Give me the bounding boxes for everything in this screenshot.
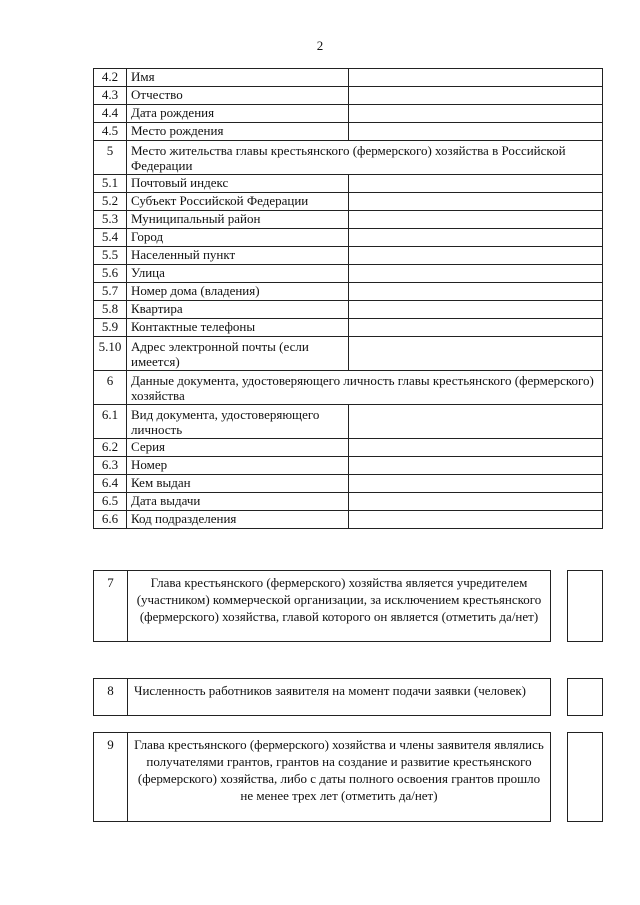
row-label: Улица — [127, 265, 349, 283]
row-label: Дата выдачи — [127, 493, 349, 511]
table-row — [94, 493, 603, 511]
block-7-number: 7 — [94, 571, 128, 641]
row-number: 6.5 — [94, 493, 127, 511]
row-value-field[interactable] — [349, 301, 603, 319]
table-row — [94, 319, 603, 337]
row-value-field[interactable] — [349, 69, 603, 87]
row-number: 6.4 — [94, 475, 127, 493]
row-value-field[interactable] — [349, 511, 603, 529]
row-value-field[interactable] — [349, 493, 603, 511]
row-value-field[interactable] — [349, 457, 603, 475]
table-row — [94, 211, 603, 229]
table-row — [94, 105, 603, 123]
row-label: Город — [127, 229, 349, 247]
row-number: 5 — [94, 141, 127, 175]
row-value-field[interactable] — [349, 123, 603, 141]
row-number: 4.4 — [94, 105, 127, 123]
row-value-field[interactable] — [349, 211, 603, 229]
table-row — [94, 193, 603, 211]
row-number: 5.6 — [94, 265, 127, 283]
block-7 — [93, 570, 551, 642]
row-number: 6.2 — [94, 439, 127, 457]
block-7-text: Глава крестьянского (фермерского) хозяйства является учредителем (участником) коммерческой организации, за исключением крестьянского (фермерского) хозяйства, главой которого он является (отметить да/нет) — [136, 575, 542, 624]
table-row — [94, 301, 603, 319]
row-label: Муниципальный район — [127, 211, 349, 229]
table-row — [94, 141, 603, 175]
block-8-input[interactable] — [567, 678, 603, 716]
row-value-field[interactable] — [349, 247, 603, 265]
row-number: 5.8 — [94, 301, 127, 319]
row-number: 5.4 — [94, 229, 127, 247]
row-label: Имя — [127, 69, 349, 87]
block-8-text: Численность работников заявителя на момент подачи заявки (человек) — [134, 683, 526, 698]
row-label: Номер дома (владения) — [127, 283, 349, 301]
page-number: 2 — [316, 38, 324, 53]
block-9-text: Глава крестьянского (фермерского) хозяйства и члены заявителя являлись получателями грантов, грантов на создание и развитие крестьянского (фермерского) хозяйства, либо с даты полного освоения грантов прошло не менее трех лет (отметить да/нет) — [134, 737, 544, 803]
block-9-number: 9 — [94, 733, 128, 821]
row-value-field[interactable] — [349, 475, 603, 493]
row-value-field[interactable] — [349, 337, 603, 371]
table-row — [94, 247, 603, 265]
row-value-field[interactable] — [349, 405, 603, 439]
row-value-field[interactable] — [349, 439, 603, 457]
row-number: 6 — [94, 371, 127, 405]
block-9-checkbox[interactable] — [567, 732, 603, 822]
row-number: 6.1 — [94, 405, 127, 439]
row-label: Данные документа, удостоверяющего личность главы крестьянского (фермерского) хозяйства — [127, 371, 603, 405]
row-label: Квартира — [127, 301, 349, 319]
row-number: 4.2 — [94, 69, 127, 87]
block-8 — [93, 678, 551, 716]
table-row — [94, 337, 603, 371]
table-row — [94, 439, 603, 457]
row-value-field[interactable] — [349, 265, 603, 283]
row-value-field[interactable] — [349, 175, 603, 193]
table-row — [94, 87, 603, 105]
row-number: 6.6 — [94, 511, 127, 529]
row-label: Место жительства главы крестьянского (фермерского) хозяйства в Российской Федерации — [127, 141, 603, 175]
row-value-field[interactable] — [349, 87, 603, 105]
table-row — [94, 175, 603, 193]
row-label: Код подразделения — [127, 511, 349, 529]
row-number: 4.5 — [94, 123, 127, 141]
row-value-field[interactable] — [349, 319, 603, 337]
table-row — [94, 511, 603, 529]
row-value-field[interactable] — [349, 105, 603, 123]
block-8-number: 8 — [94, 679, 128, 715]
row-value-field[interactable] — [349, 229, 603, 247]
row-label: Отчество — [127, 87, 349, 105]
row-label: Дата рождения — [127, 105, 349, 123]
table-row — [94, 265, 603, 283]
row-value-field[interactable] — [349, 283, 603, 301]
table-row — [94, 405, 603, 439]
row-number: 4.3 — [94, 87, 127, 105]
row-label: Вид документа, удостоверяющего личность — [127, 405, 349, 439]
table-row — [94, 123, 603, 141]
table-row — [94, 229, 603, 247]
table-row — [94, 475, 603, 493]
row-number: 5.10 — [94, 337, 127, 371]
row-number: 5.1 — [94, 175, 127, 193]
row-label: Субъект Российской Федерации — [127, 193, 349, 211]
row-label: Контактные телефоны — [127, 319, 349, 337]
block-9 — [93, 732, 551, 822]
table-row — [94, 371, 603, 405]
table-row — [94, 457, 603, 475]
row-label: Адрес электронной почты (если имеется) — [127, 337, 349, 371]
row-number: 5.5 — [94, 247, 127, 265]
row-label: Почтовый индекс — [127, 175, 349, 193]
table-row — [94, 283, 603, 301]
row-label: Номер — [127, 457, 349, 475]
applicant-data-table — [93, 68, 603, 529]
block-7-checkbox[interactable] — [567, 570, 603, 642]
table-row — [94, 69, 603, 87]
row-number: 5.7 — [94, 283, 127, 301]
row-label: Населенный пункт — [127, 247, 349, 265]
row-label: Место рождения — [127, 123, 349, 141]
row-label: Серия — [127, 439, 349, 457]
row-number: 6.3 — [94, 457, 127, 475]
row-value-field[interactable] — [349, 193, 603, 211]
row-label: Кем выдан — [127, 475, 349, 493]
row-number: 5.2 — [94, 193, 127, 211]
row-number: 5.9 — [94, 319, 127, 337]
row-number: 5.3 — [94, 211, 127, 229]
